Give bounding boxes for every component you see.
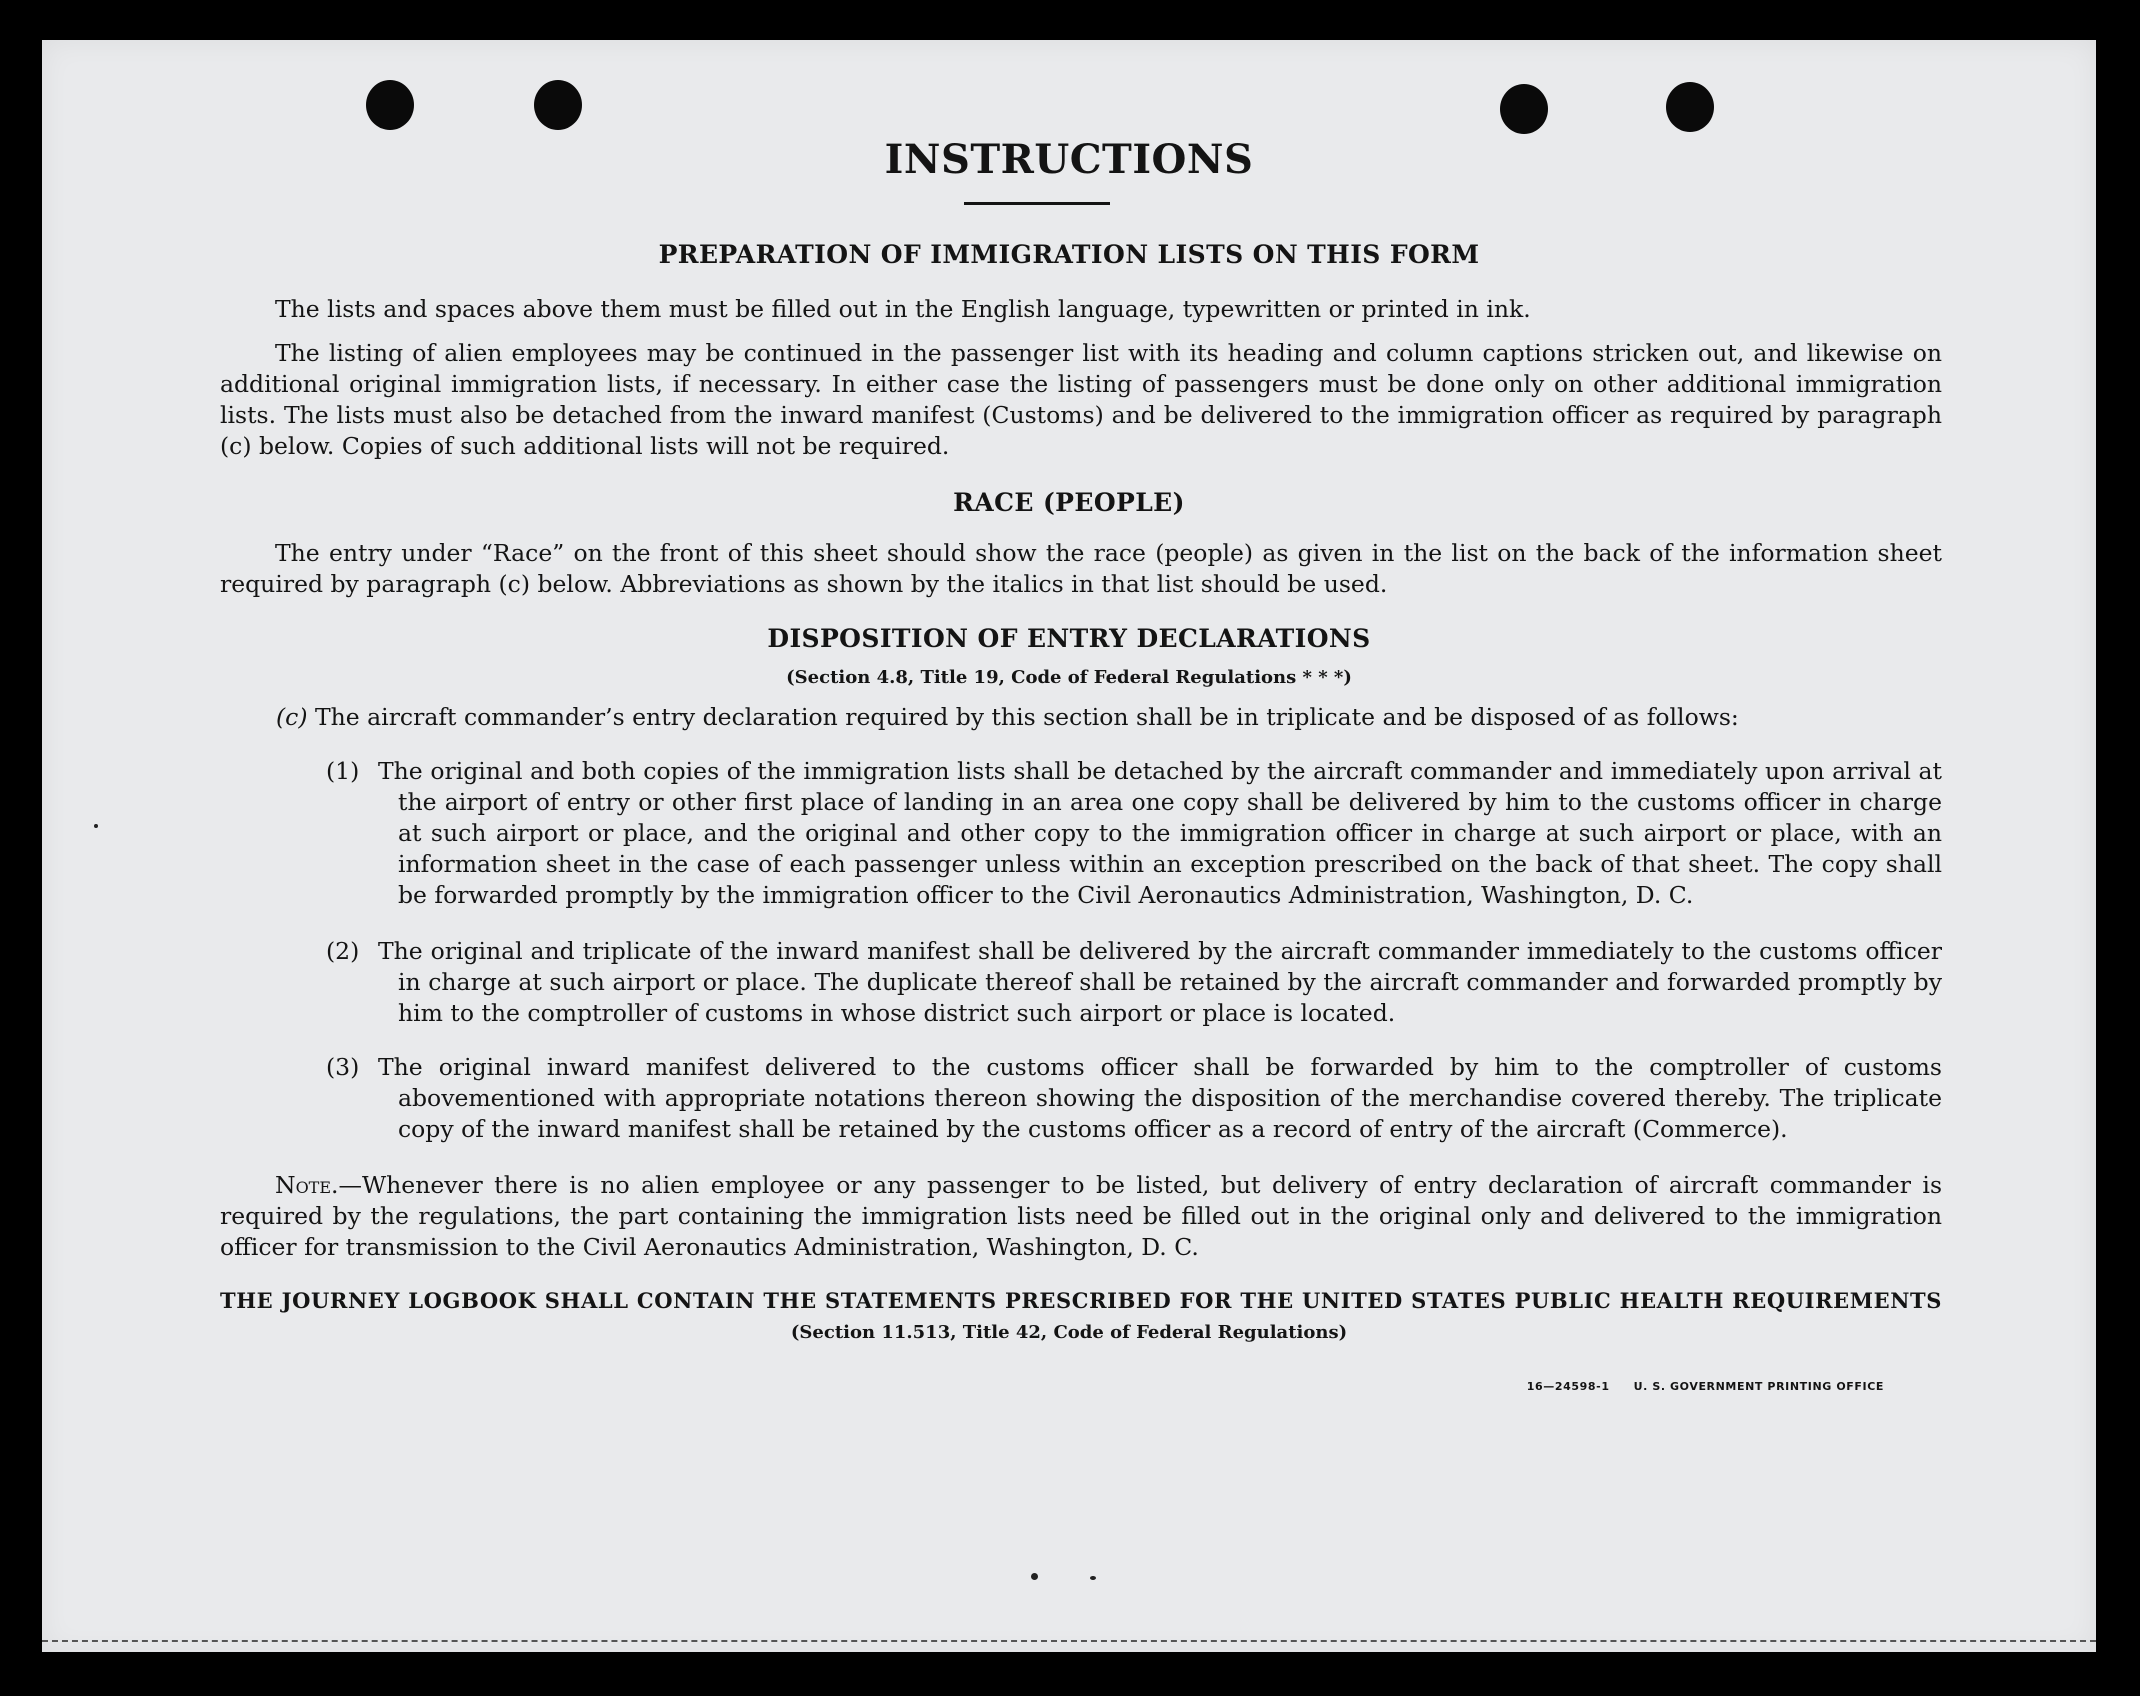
disposition-item: [326, 756, 1942, 911]
title-divider: [964, 202, 1110, 205]
closing-subheading: (Section 11.513, Title 42, Code of Federal Regulations): [790, 1322, 1348, 1343]
ink-speck: [94, 824, 98, 828]
printer-name: U. S. GOVERNMENT PRINTING OFFICE: [1633, 1380, 1884, 1393]
printer-imprint: [1527, 1380, 1884, 1393]
note-text: —Whenever there is no alien employee or any passenger to be listed, but delivery of entry declaration of aircraft commander is required by the regulations, the part containing the immigration lists need be filled out in the original only and delivered to the immigration officer for transmission to the Civil Aeronautics Administration, Washington, D. C.: [220, 1171, 1942, 1261]
item-text: The original and both copies of the immigration lists shall be detached by the aircraft commander and immediately upon arrival at the airport of entry or other first place of landing in an area one copy shall be delivered by him to the customs officer in charge at such airport or place, and the original and other copy to the immigration officer in charge at such airport or place, with an information sheet in the case of each passenger unless within an exception prescribed on the back of that sheet. The copy shall be forwarded promptly by the immigration officer to the Civil Aeronautics Administration, Washington, D. C.: [378, 757, 1942, 909]
race-heading: RACE (PEOPLE): [953, 488, 1185, 517]
punch-hole-icon: [366, 80, 414, 130]
disposition-item: [326, 1052, 1942, 1145]
item-number: (1): [326, 757, 360, 785]
document-page: [42, 40, 2096, 1652]
disposition-intro-text: The aircraft commander’s entry declaration required by this section shall be in triplicate and be disposed of as follows:: [314, 703, 1739, 731]
item-number: (2): [326, 937, 360, 965]
paragraph-label: (c): [276, 703, 308, 731]
punch-hole-icon: [534, 80, 582, 130]
closing-statement: THE JOURNEY LOGBOOK SHALL CONTAIN THE STATEMENTS PRESCRIBED FOR THE UNITED STATES PUBLIC HEALTH REQUIREMENTS: [220, 1288, 1942, 1313]
note-paragraph: [220, 1170, 1942, 1263]
note-label: Note.: [275, 1171, 339, 1199]
item-number: (3): [326, 1053, 360, 1081]
ink-speck: [1031, 1573, 1038, 1580]
bottom-edge-line: [42, 1640, 2096, 1642]
preparation-paragraph-1: The lists and spaces above them must be filled out in the English language, typewritten or printed in ink.: [275, 295, 1531, 323]
item-text: The original and triplicate of the inward manifest shall be delivered by the aircraft commander immediately to the customs officer in charge at such airport or place. The duplicate thereof shall be retained by the aircraft commander and forwarded promptly by him to the comptroller of customs in whose district such airport or place is located.: [378, 937, 1942, 1027]
punch-hole-icon: [1500, 84, 1548, 134]
page-title: INSTRUCTIONS: [884, 136, 1254, 183]
preparation-heading: PREPARATION OF IMMIGRATION LISTS ON THIS FORM: [658, 240, 1480, 269]
disposition-intro: [276, 702, 1942, 733]
race-paragraph: The entry under “Race” on the front of this sheet should show the race (people) as given in the list on the back of the information sheet required by paragraph (c) below. Abbreviations as shown by the italics in that list should be used.: [220, 539, 1942, 598]
disposition-subheading: (Section 4.8, Title 19, Code of Federal Regulations * * *): [786, 667, 1352, 688]
item-text: The original inward manifest delivered to the customs officer shall be forwarded by him to the comptroller of customs abovementioned with appropriate notations thereon showing the disposition of the merchandise covered thereby. The triplicate copy of the inward manifest shall be retained by the customs officer as a record of entry of the aircraft (Commerce).: [378, 1053, 1942, 1143]
form-number: 16—24598-1: [1526, 1380, 1610, 1393]
preparation-paragraph-2: The listing of alien employees may be continued in the passenger list with its heading and column captions stricken out, and likewise on additional original immigration lists, if necessary. In either case the listing of passengers must be done only on other additional immigration lists. The lists must also be detached from the inward manifest (Customs) and be delivered to the immigration officer as required by paragraph (c) below. Copies of such additional lists will not be required.: [220, 339, 1942, 460]
ink-speck: [1090, 1576, 1096, 1580]
punch-hole-icon: [1666, 82, 1714, 132]
disposition-heading: DISPOSITION OF ENTRY DECLARATIONS: [767, 624, 1371, 653]
disposition-item: [326, 936, 1942, 1029]
